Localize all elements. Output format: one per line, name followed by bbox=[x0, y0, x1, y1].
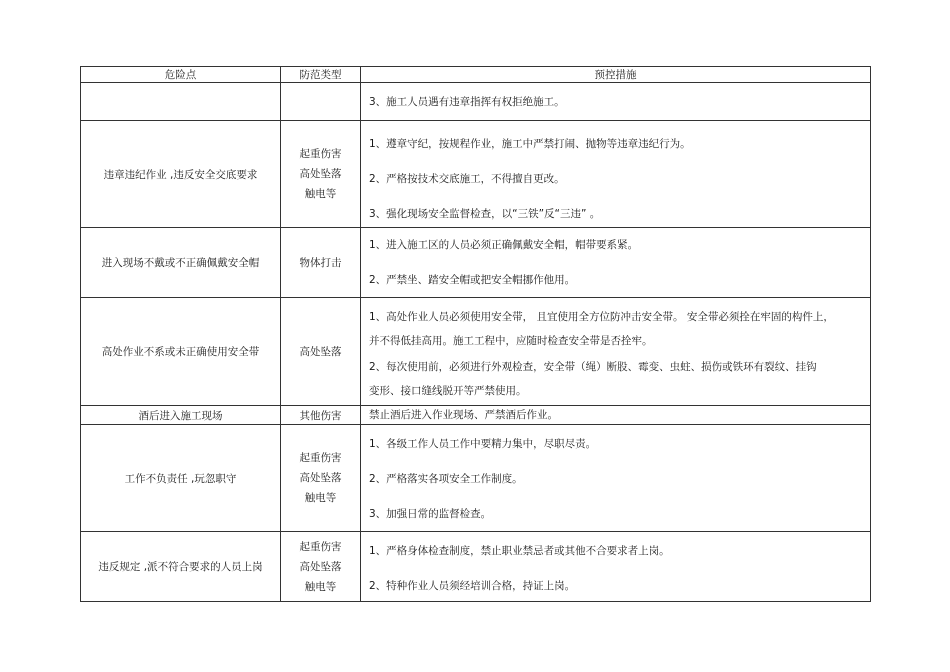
hazard-cell: 工作不负责任 ,玩忽职守 bbox=[81, 425, 281, 532]
measure-item: 3、强化现场安全监督检查，以“三铁”反“三违” 。 bbox=[369, 208, 601, 220]
measure-item: 并不得低挂高用。施工工程中，应随时检查安全带是否拴牢。 bbox=[369, 335, 653, 347]
measures-cell bbox=[361, 121, 871, 228]
hazard-cell: 违反规定 ,派不符合要求的人员上岗 bbox=[81, 532, 281, 602]
measure-item: 1、高处作业人员必须使用安全带， 且宜使用全方位防冲击安全带。 安全带必须拴在牢固的构件上， bbox=[369, 311, 834, 323]
prevention-type-line: 触电等 bbox=[304, 188, 337, 200]
hazard-cell: 违章违纪作业 ,违反安全交底要求 bbox=[81, 121, 281, 228]
hazard-control-table bbox=[80, 66, 871, 602]
prevention-type-line: 触电等 bbox=[304, 492, 337, 504]
measure-item: 2、严格按技术交底施工，不得擅自更改。 bbox=[369, 173, 565, 185]
prevention-type-line: 高处坠落 bbox=[299, 560, 342, 573]
header-row bbox=[81, 67, 871, 83]
prevention-type-cell bbox=[281, 406, 361, 425]
table-row bbox=[81, 83, 871, 121]
table-row bbox=[81, 121, 871, 228]
measure-item: 2、严格落实各项安全工作制度。 bbox=[369, 473, 523, 485]
prevention-type-cell bbox=[281, 228, 361, 298]
prevention-type-line: 高处坠落 bbox=[299, 472, 342, 484]
prevention-type-cell bbox=[281, 425, 361, 532]
prevention-type-cell bbox=[281, 532, 361, 602]
table-row bbox=[81, 532, 871, 602]
measure-item: 变形、接口缝线脱开等严禁使用。 bbox=[369, 385, 527, 397]
measure-item: 1、严格身体检查制度，禁止职业禁忌者或其他不合要求者上岗。 bbox=[369, 545, 670, 557]
prevention-type-line: 起重伤害 bbox=[299, 148, 342, 160]
measures-cell bbox=[361, 228, 871, 298]
hazard-cell bbox=[81, 83, 281, 121]
hazard-cell: 酒后进入施工现场 bbox=[81, 406, 281, 425]
table-row bbox=[81, 406, 871, 425]
table-row bbox=[81, 298, 871, 406]
measures-cell bbox=[361, 425, 871, 532]
measures-cell bbox=[361, 298, 871, 406]
measures-cell bbox=[361, 532, 871, 602]
measures-cell bbox=[361, 83, 871, 121]
header-hazard: 危险点 bbox=[81, 67, 281, 83]
measure-item: 3、加强日常的监督检查。 bbox=[369, 508, 492, 520]
prevention-type-line: 起重伤害 bbox=[299, 540, 342, 553]
measure-item: 1、各级工作人员工作中要精力集中，尽职尽责。 bbox=[369, 438, 597, 450]
table-row bbox=[81, 228, 871, 298]
header-control-measures: 预控措施 bbox=[361, 67, 871, 83]
hazard-cell: 进入现场不戴或不正确佩戴安全帽 bbox=[81, 228, 281, 298]
prevention-type-cell bbox=[281, 121, 361, 228]
measure-item: 禁止酒后进入作业现场、严禁酒后作业。 bbox=[369, 409, 558, 421]
prevention-type-line: 高处坠落 bbox=[299, 345, 342, 358]
prevention-type-cell bbox=[281, 298, 361, 406]
table-row bbox=[81, 425, 871, 532]
measure-item: 2、每次使用前，必须进行外观检查，安全带（绳）断股、霉变、虫蛀、损伤或铁环有裂纹、挂钩 bbox=[369, 361, 817, 373]
measure-item: 1、遵章守纪，按规程作业，施工中严禁打闹、抛物等违章违纪行为。 bbox=[369, 138, 691, 150]
prevention-type-line: 物体打击 bbox=[299, 256, 342, 269]
prevention-type-line: 起重伤害 bbox=[299, 452, 342, 464]
prevention-type-line: 高处坠落 bbox=[299, 168, 342, 180]
prevention-type-line: 其他伤害 bbox=[299, 409, 342, 422]
measure-item: 3、施工人员遇有违章指挥有权拒绝施工。 bbox=[369, 95, 565, 108]
prevention-type-cell bbox=[281, 83, 361, 121]
measure-item: 1、进入施工区的人员必须正确佩戴安全帽，帽带要系紧。 bbox=[369, 239, 639, 251]
prevention-type-line: 触电等 bbox=[304, 580, 337, 593]
hazard-cell: 高处作业不系或未正确使用安全带 bbox=[81, 298, 281, 406]
header-prevention-type: 防范类型 bbox=[281, 67, 361, 83]
measures-cell bbox=[361, 406, 871, 425]
measure-item: 2、严禁坐、踏安全帽或把安全帽挪作他用。 bbox=[369, 274, 576, 286]
measure-item: 2、特种作业人员须经培训合格，持证上岗。 bbox=[369, 580, 576, 592]
